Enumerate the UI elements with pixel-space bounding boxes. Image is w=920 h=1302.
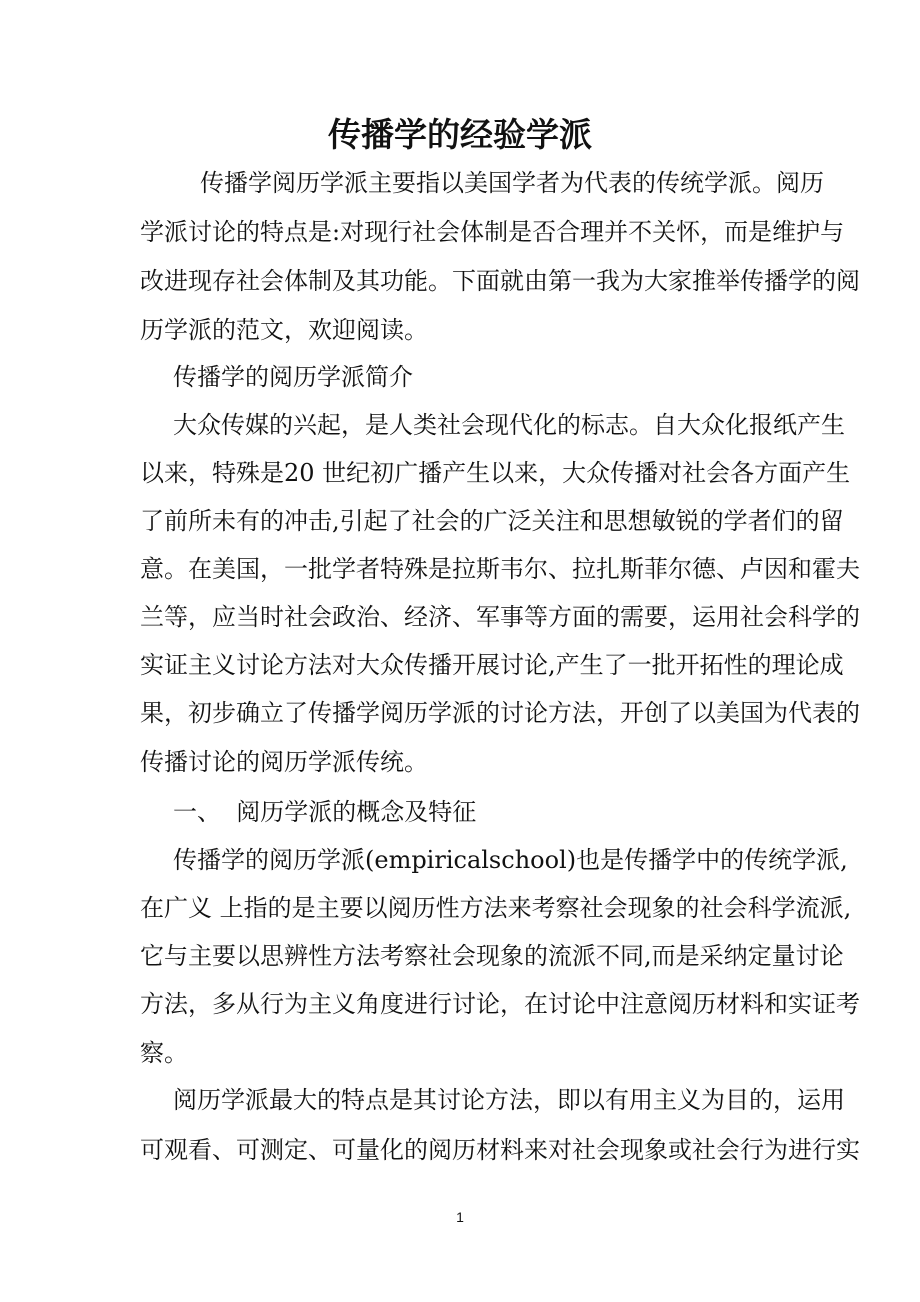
text-line: 方法，多从行为主义角度进行讨论，在讨论中注意阅历材料和实证考 [140,990,860,1018]
text-line: 兰等，应当时社会政治、经济、军事等方面的需要，运用社会科学的 [140,603,860,631]
text-line: 传播学阅历学派主要指以美国学者为代表的传统学派。阅历 [200,169,824,197]
text-line: 历学派的范文，欢迎阅读。 [140,316,428,344]
text-line: 改进现存社会体制及其功能。下面就由第一我为大家推举传播学的阅 [140,267,860,295]
text-line: 它与主要以思辨性方法考察社会现象的流派不同,而是采纳定量讨论 [140,942,844,970]
text-line: 可观看、可测定、可量化的阅历材料来对社会现象或社会行为进行实 [140,1136,860,1164]
text-line: 了前所未有的冲击,引起了社会的广泛关注和思想敏锐的学者们的留 [140,507,844,535]
page-number: 1 [456,1209,464,1225]
text-line: 察。 [140,1039,188,1067]
text-line: 阅历学派最大的特点是其讨论方法，即以有用主义为目的，运用 [173,1086,845,1114]
text-line: 在广义 上指的是主要以阅历性方法来考察社会现象的社会科学流派, [140,894,852,922]
text-line: 以来，特殊是20 世纪初广播产生以来，大众传播对社会各方面产生 [140,459,851,487]
text-line: 大众传媒的兴起，是人类社会现代化的标志。自大众化报纸产生 [173,411,845,439]
text-line: 传播讨论的阅历学派传统。 [140,748,428,776]
text-line: 传播学的阅历学派(empiricalschool)也是传播学中的传统学派, [173,846,848,874]
text-line: 果，初步确立了传播学阅历学派的讨论方法，开创了以美国为代表的 [140,699,860,727]
document-title: 传播学的经验学派 [328,115,592,154]
text-line: 学派讨论的特点是:对现行社会体制是否合理并不关怀，而是维护与 [140,218,845,246]
section-heading-intro: 传播学的阅历学派简介 [173,363,413,391]
text-line: 意。在美国，一批学者特殊是拉斯韦尔、拉扎斯菲尔德、卢因和霍夫 [140,555,860,583]
text-line: 实证主义讨论方法对大众传播开展讨论,产生了一批开拓性的理论成 [140,651,844,679]
section-heading-concept: 一、 阅历学派的概念及特征 [173,798,477,826]
